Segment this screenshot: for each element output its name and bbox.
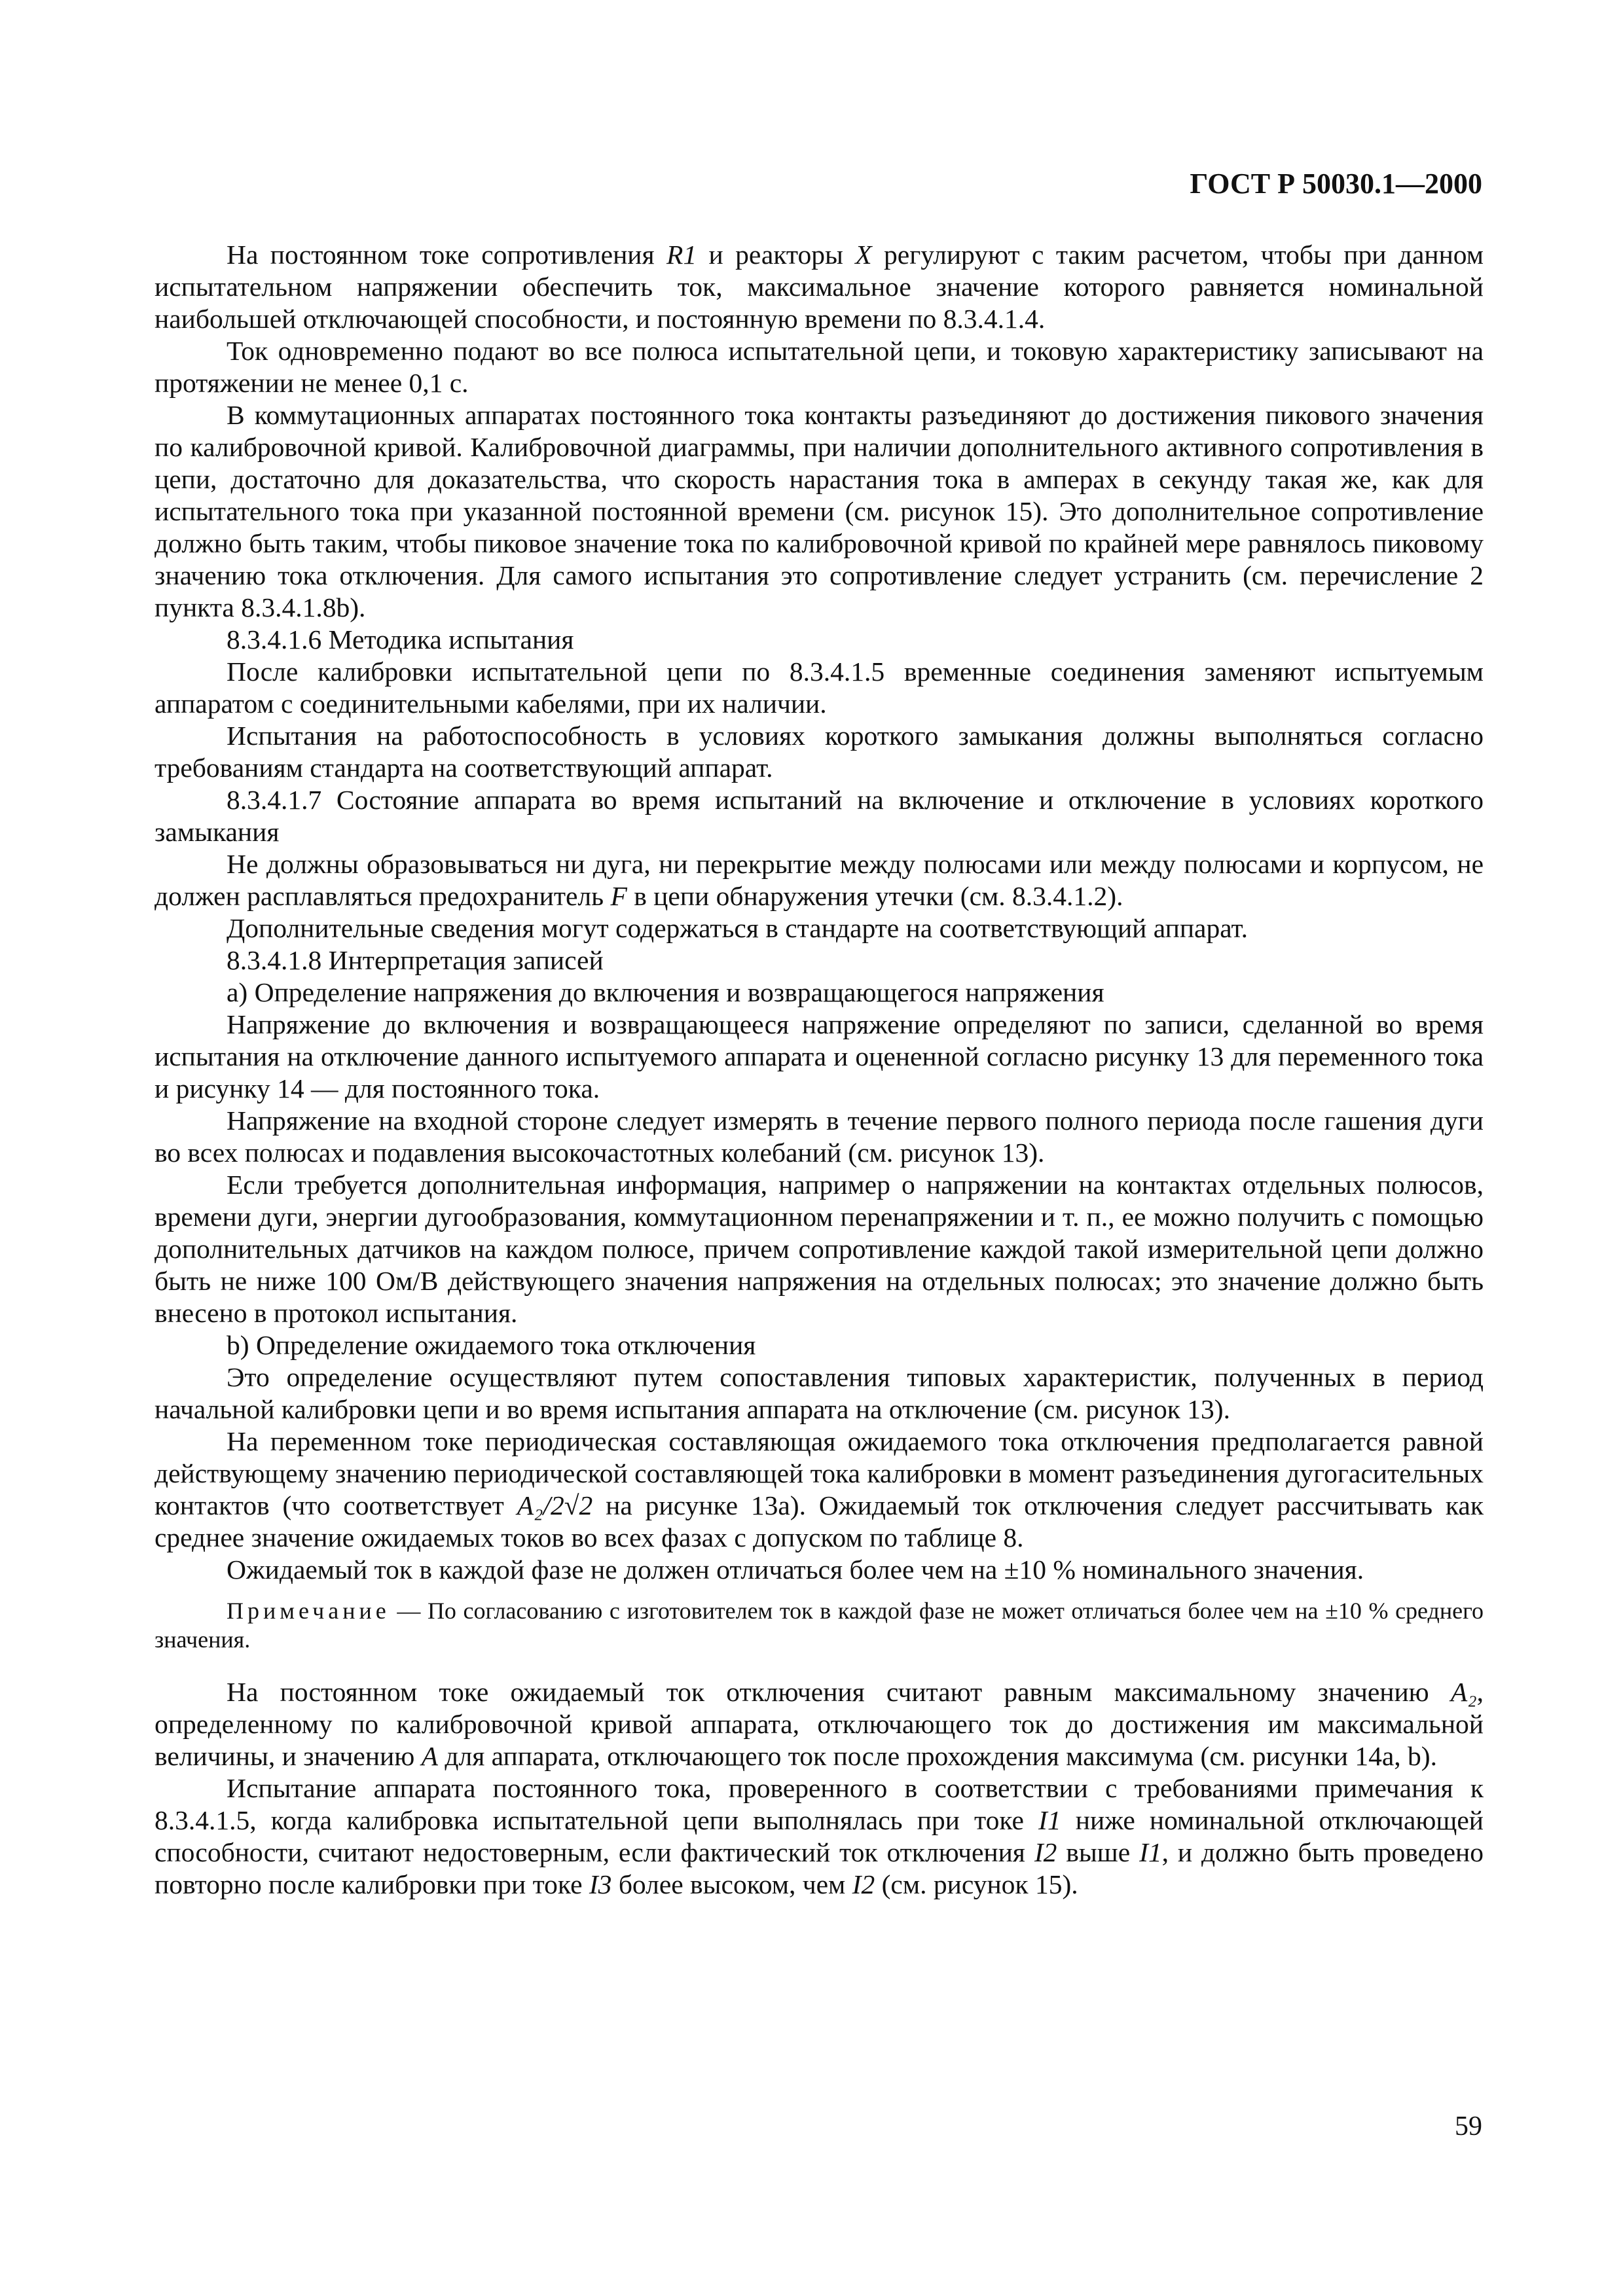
- paragraph: Ток одновременно подают во все полюса испытательной цепи, и токовую характеристику записывают на протяжении не менее 0,1 с.: [155, 336, 1484, 398]
- paragraph: На постоянном токе ожидаемый ток отключения считают равным максимальному значению A₂, определенному по калибровочной кривой аппарата, отключающего ток до достижения им максимальной величины, и значению A для аппарата, отключающего ток после прохождения максимума (см. рисунки 14a, b).: [155, 1677, 1484, 1771]
- note: [155, 1596, 1484, 1654]
- paragraph: На переменном токе периодическая составляющая ожидаемого тока отключения предполагается равной действующему значению периодической составляющей тока калибровки в момент разъединения дугогасительных контактов (что соответствует A₂/2√2 на рисунке 13а). Ожидаемый ток отключения следует рассчитывать как среднее значение ожидаемых токов во всех фазах с допуском по таблице 8.: [155, 1426, 1484, 1552]
- document-header: ГОСТ Р 50030.1—2000: [1190, 168, 1482, 200]
- section-heading: 8.3.4.1.7 Состояние аппарата во время испытаний на включение и отключение в условиях короткого замыкания: [155, 785, 1484, 847]
- paragraph: Дополнительные сведения могут содержаться в стандарте на соответствующий аппарат.: [227, 913, 1248, 943]
- paragraph: Напряжение до включения и возвращающееся напряжение определяют по записи, сделанной во время испытания на отключение данного испытуемого аппарата и оцененной согласно рисунку 13 для переменного тока и рисунку 14 — для постоянного тока.: [155, 1009, 1484, 1103]
- paragraph: Ожидаемый ток в каждой фазе не должен отличаться более чем на ±10 % номинального значения.: [227, 1554, 1364, 1585]
- paragraph: Испытания на работоспособность в условиях короткого замыкания должны выполняться согласно требованиям стандарта на соответствующий аппарат.: [155, 721, 1484, 783]
- paragraph: Это определение осуществляют путем сопоставления типовых характеристик, полученных в период начальной калибровки цепи и во время испытания аппарата на отключение (см. рисунок 13).: [155, 1362, 1484, 1424]
- note-text: — По согласованию с изготовителем ток в каждой фазе не может отличаться более чем на ±10 % среднего значения.: [155, 1598, 1484, 1653]
- note-label: Примечание: [227, 1598, 390, 1624]
- paragraph: В коммутационных аппаратах постоянного тока контакты разъединяют до достижения пикового значения по калибровочной кривой. Калибровочной диаграммы, при наличии дополнительного активного сопротивления в цепи, достаточно для доказательства, что скорость нарастания тока в амперах в секунду такая же, как для испытательного тока при указанной постоянной времени (см. рисунок 15). Это дополнительное сопротивление должно быть таким, чтобы пиковое значение тока по калибровочной кривой по крайней мере равнялось пиковому значению тока отключения. Для самого испытания это сопротивление следует устранить (см. перечисление 2 пункта 8.3.4.1.8b).: [155, 400, 1484, 622]
- subsection-heading: a) Определение напряжения до включения и возвращающегося напряжения: [227, 977, 1104, 1007]
- section-heading: 8.3.4.1.6 Методика испытания: [227, 624, 574, 655]
- page-number: 59: [1455, 2111, 1482, 2142]
- paragraph: Напряжение на входной стороне следует измерять в течение первого полного периода после гашения дуги во всех полюсах и подавления высокочастотных колебаний (см. рисунок 13).: [155, 1105, 1484, 1168]
- paragraph: Испытание аппарата постоянного тока, проверенного в соответствии с требованиями примечания к 8.3.4.1.5, когда калибровка испытательной цепи выполнялась при токе I1 ниже номинальной отключающей способности, считают недостоверным, если фактический ток отключения I2 выше I1, и должно быть проведено повторно после калибровки при токе I3 более высоком, чем I2 (см. рисунок 15).: [155, 1773, 1484, 1899]
- page-body: [155, 239, 1484, 1901]
- section-heading: 8.3.4.1.8 Интерпретация записей: [227, 945, 604, 975]
- subsection-heading: b) Определение ожидаемого тока отключения: [227, 1330, 756, 1360]
- paragraph: На постоянном токе сопротивления R1 и реакторы X регулируют с таким расчетом, чтобы при данном испытательном напряжении обеспечить ток, максимальное значение которого равняется номинальной наибольшей отключающей способности, и постоянную времени по 8.3.4.1.4.: [155, 240, 1484, 334]
- paragraph: Если требуется дополнительная информация, например о напряжении на контактах отдельных полюсов, времени дуги, энергии дугообразования, коммутационном перенапряжении и т. п., ее можно получить с помощью дополнительных датчиков на каждом полюсе, причем сопротивление каждой такой измерительной цепи должно быть не ниже 100 Ом/В действующего значения напряжения на отдельных полюсах; это значение должно быть внесено в протокол испытания.: [155, 1170, 1484, 1328]
- paragraph: Не должны образовываться ни дуга, ни перекрытие между полюсами или между полюсами и корпусом, не должен расплавляться предохранитель F в цепи обнаружения утечки (см. 8.3.4.1.2).: [155, 849, 1484, 911]
- paragraph: После калибровки испытательной цепи по 8.3.4.1.5 временные соединения заменяют испытуемым аппаратом с соединительными кабелями, при их наличии.: [155, 656, 1484, 719]
